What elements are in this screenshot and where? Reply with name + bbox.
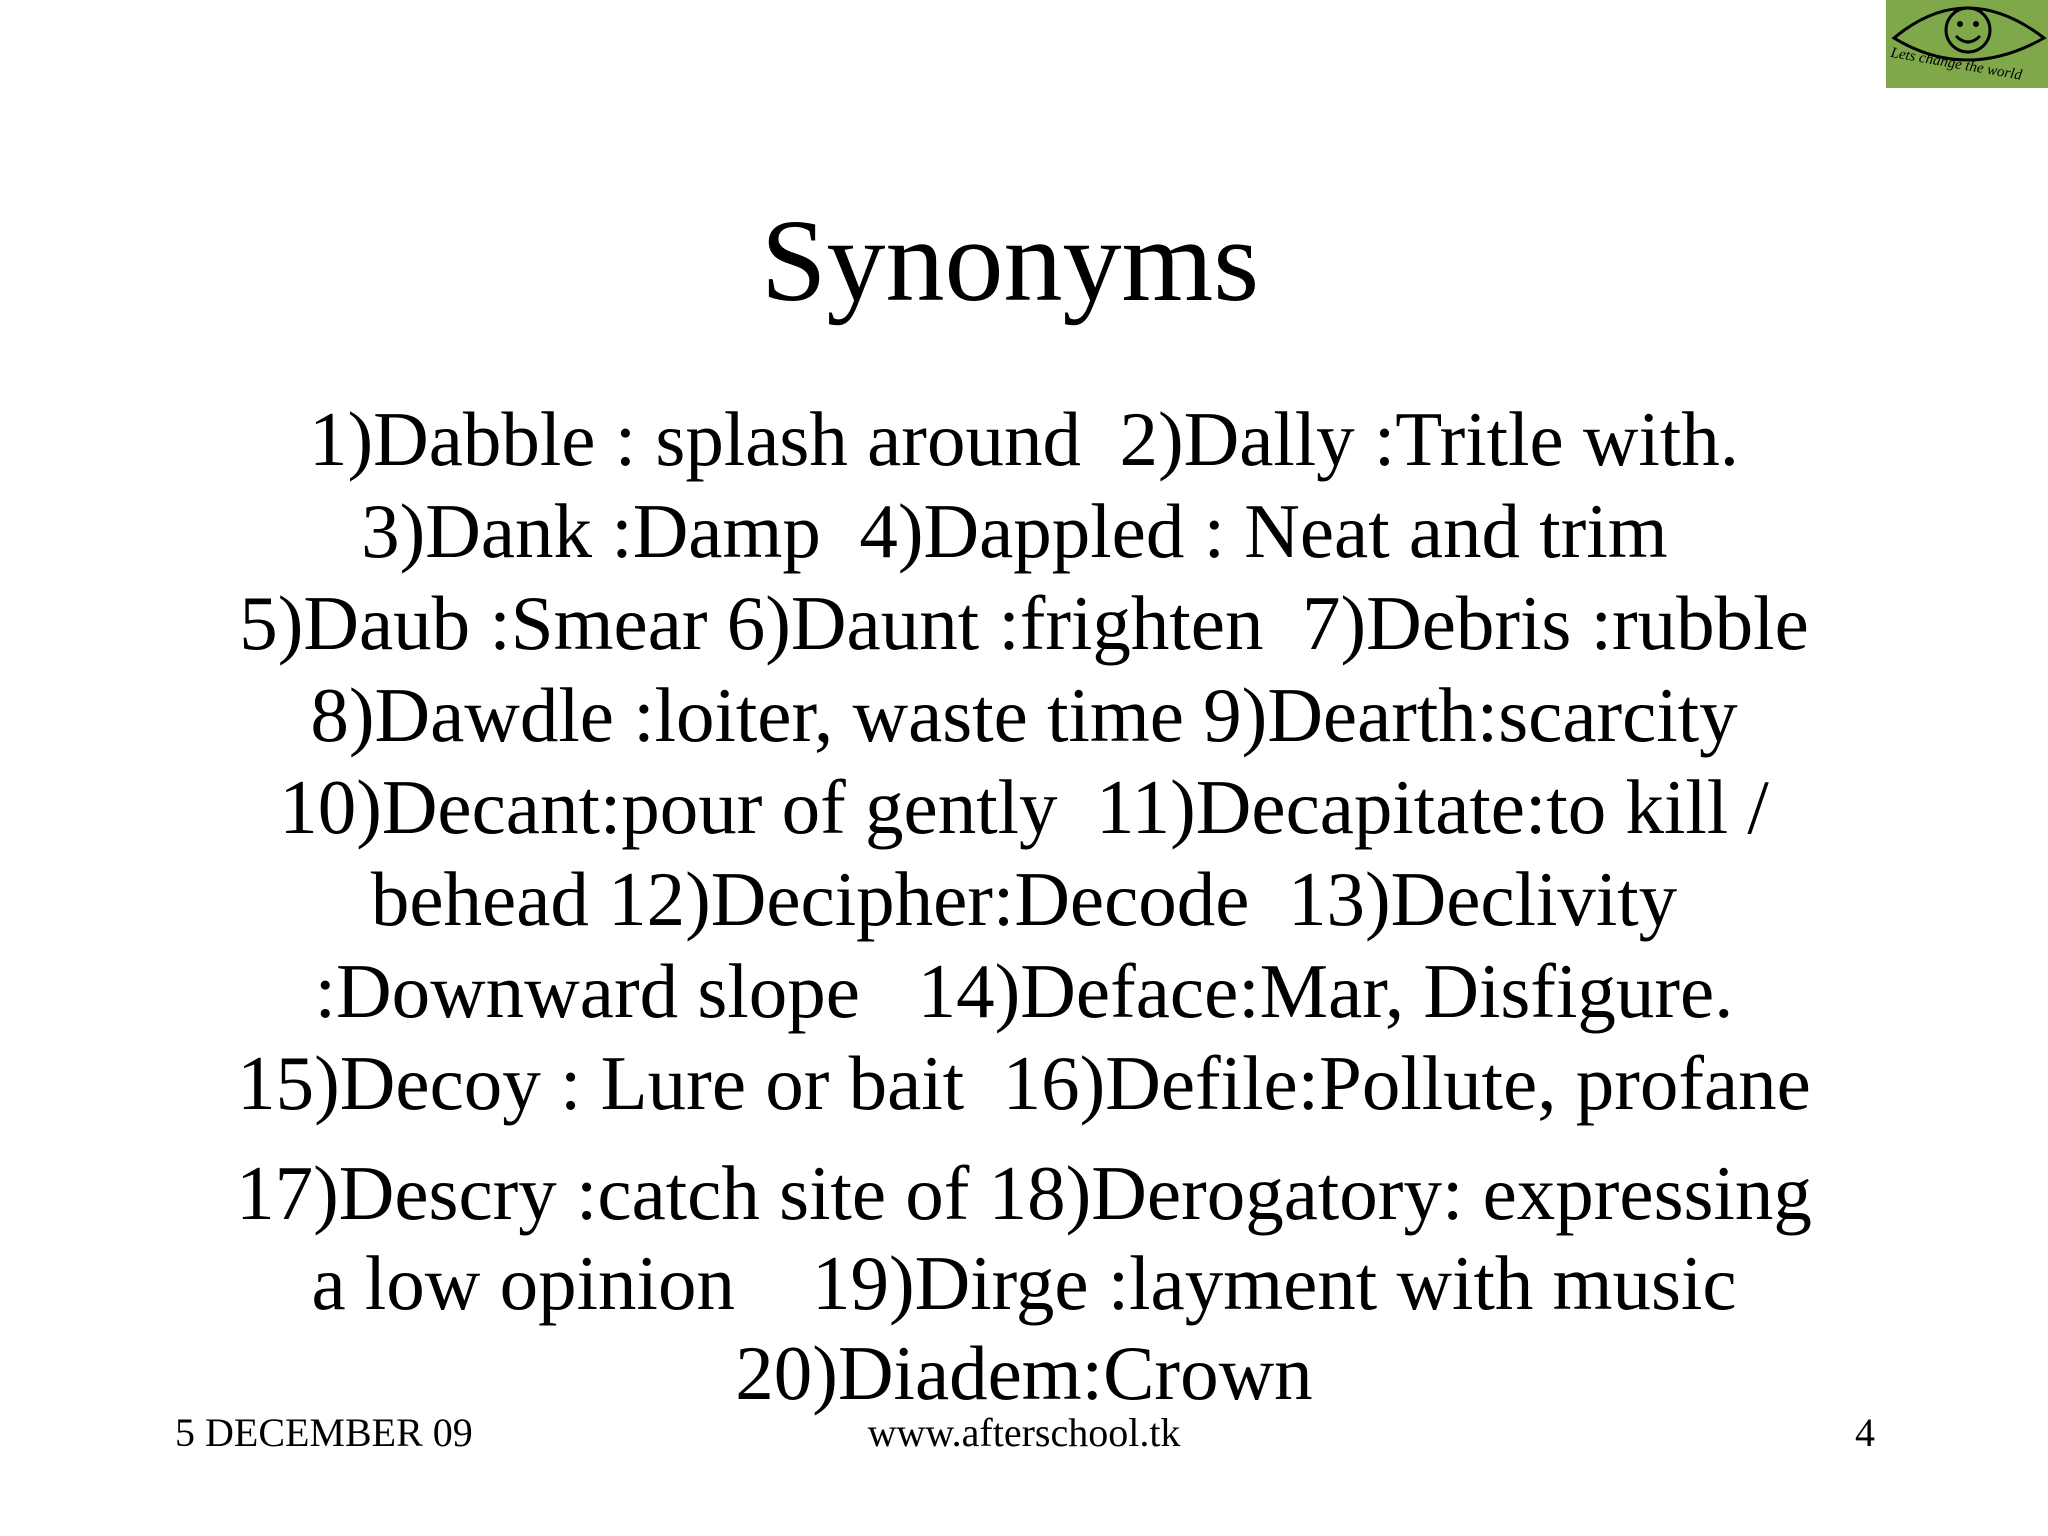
footer-url: www.afterschool.tk (867, 1410, 1181, 1455)
footer-page-number: 4 (1855, 1410, 1875, 1455)
synonym-line: 10)Decant:pour of gently 11)Decapitate:to kill / (279, 764, 1769, 850)
synonym-line: a low opinion 19)Dirge :layment with music (311, 1240, 1737, 1326)
synonym-line: 15)Decoy : Lure or bait 16)Defile:Pollute, profane (237, 1040, 1811, 1126)
synonym-line: 17)Descry :catch site of 18)Derogatory: expressing (236, 1150, 1812, 1236)
synonym-line: 1)Dabble : splash around 2)Dally :Tritle with. (308, 396, 1740, 482)
synonym-line: behead 12)Decipher:Decode 13)Declivity (370, 856, 1678, 942)
synonym-line: 20)Diadem:Crown (735, 1330, 1313, 1416)
footer-date: 5 DECEMBER 09 (175, 1410, 473, 1455)
synonym-line: 8)Dawdle :loiter, waste time 9)Dearth:scarcity (310, 672, 1738, 758)
logo (1886, 0, 2048, 88)
logo-tagline: Lets change the world (1889, 44, 2024, 84)
synonym-line: :Downward slope 14)Deface:Mar, Disfigure. (314, 948, 1734, 1034)
slide-title: Synonyms (760, 195, 1260, 326)
eye-smiley-icon (1886, 0, 2048, 88)
synonym-line: 3)Dank :Damp 4)Dappled : Neat and trim (361, 488, 1687, 574)
synonym-list-continued (0, 1148, 2048, 1418)
synonym-line: 5)Daub :Smear 6)Daunt :frighten 7)Debris :rubble (239, 580, 1809, 666)
synonym-list (0, 393, 2048, 1129)
